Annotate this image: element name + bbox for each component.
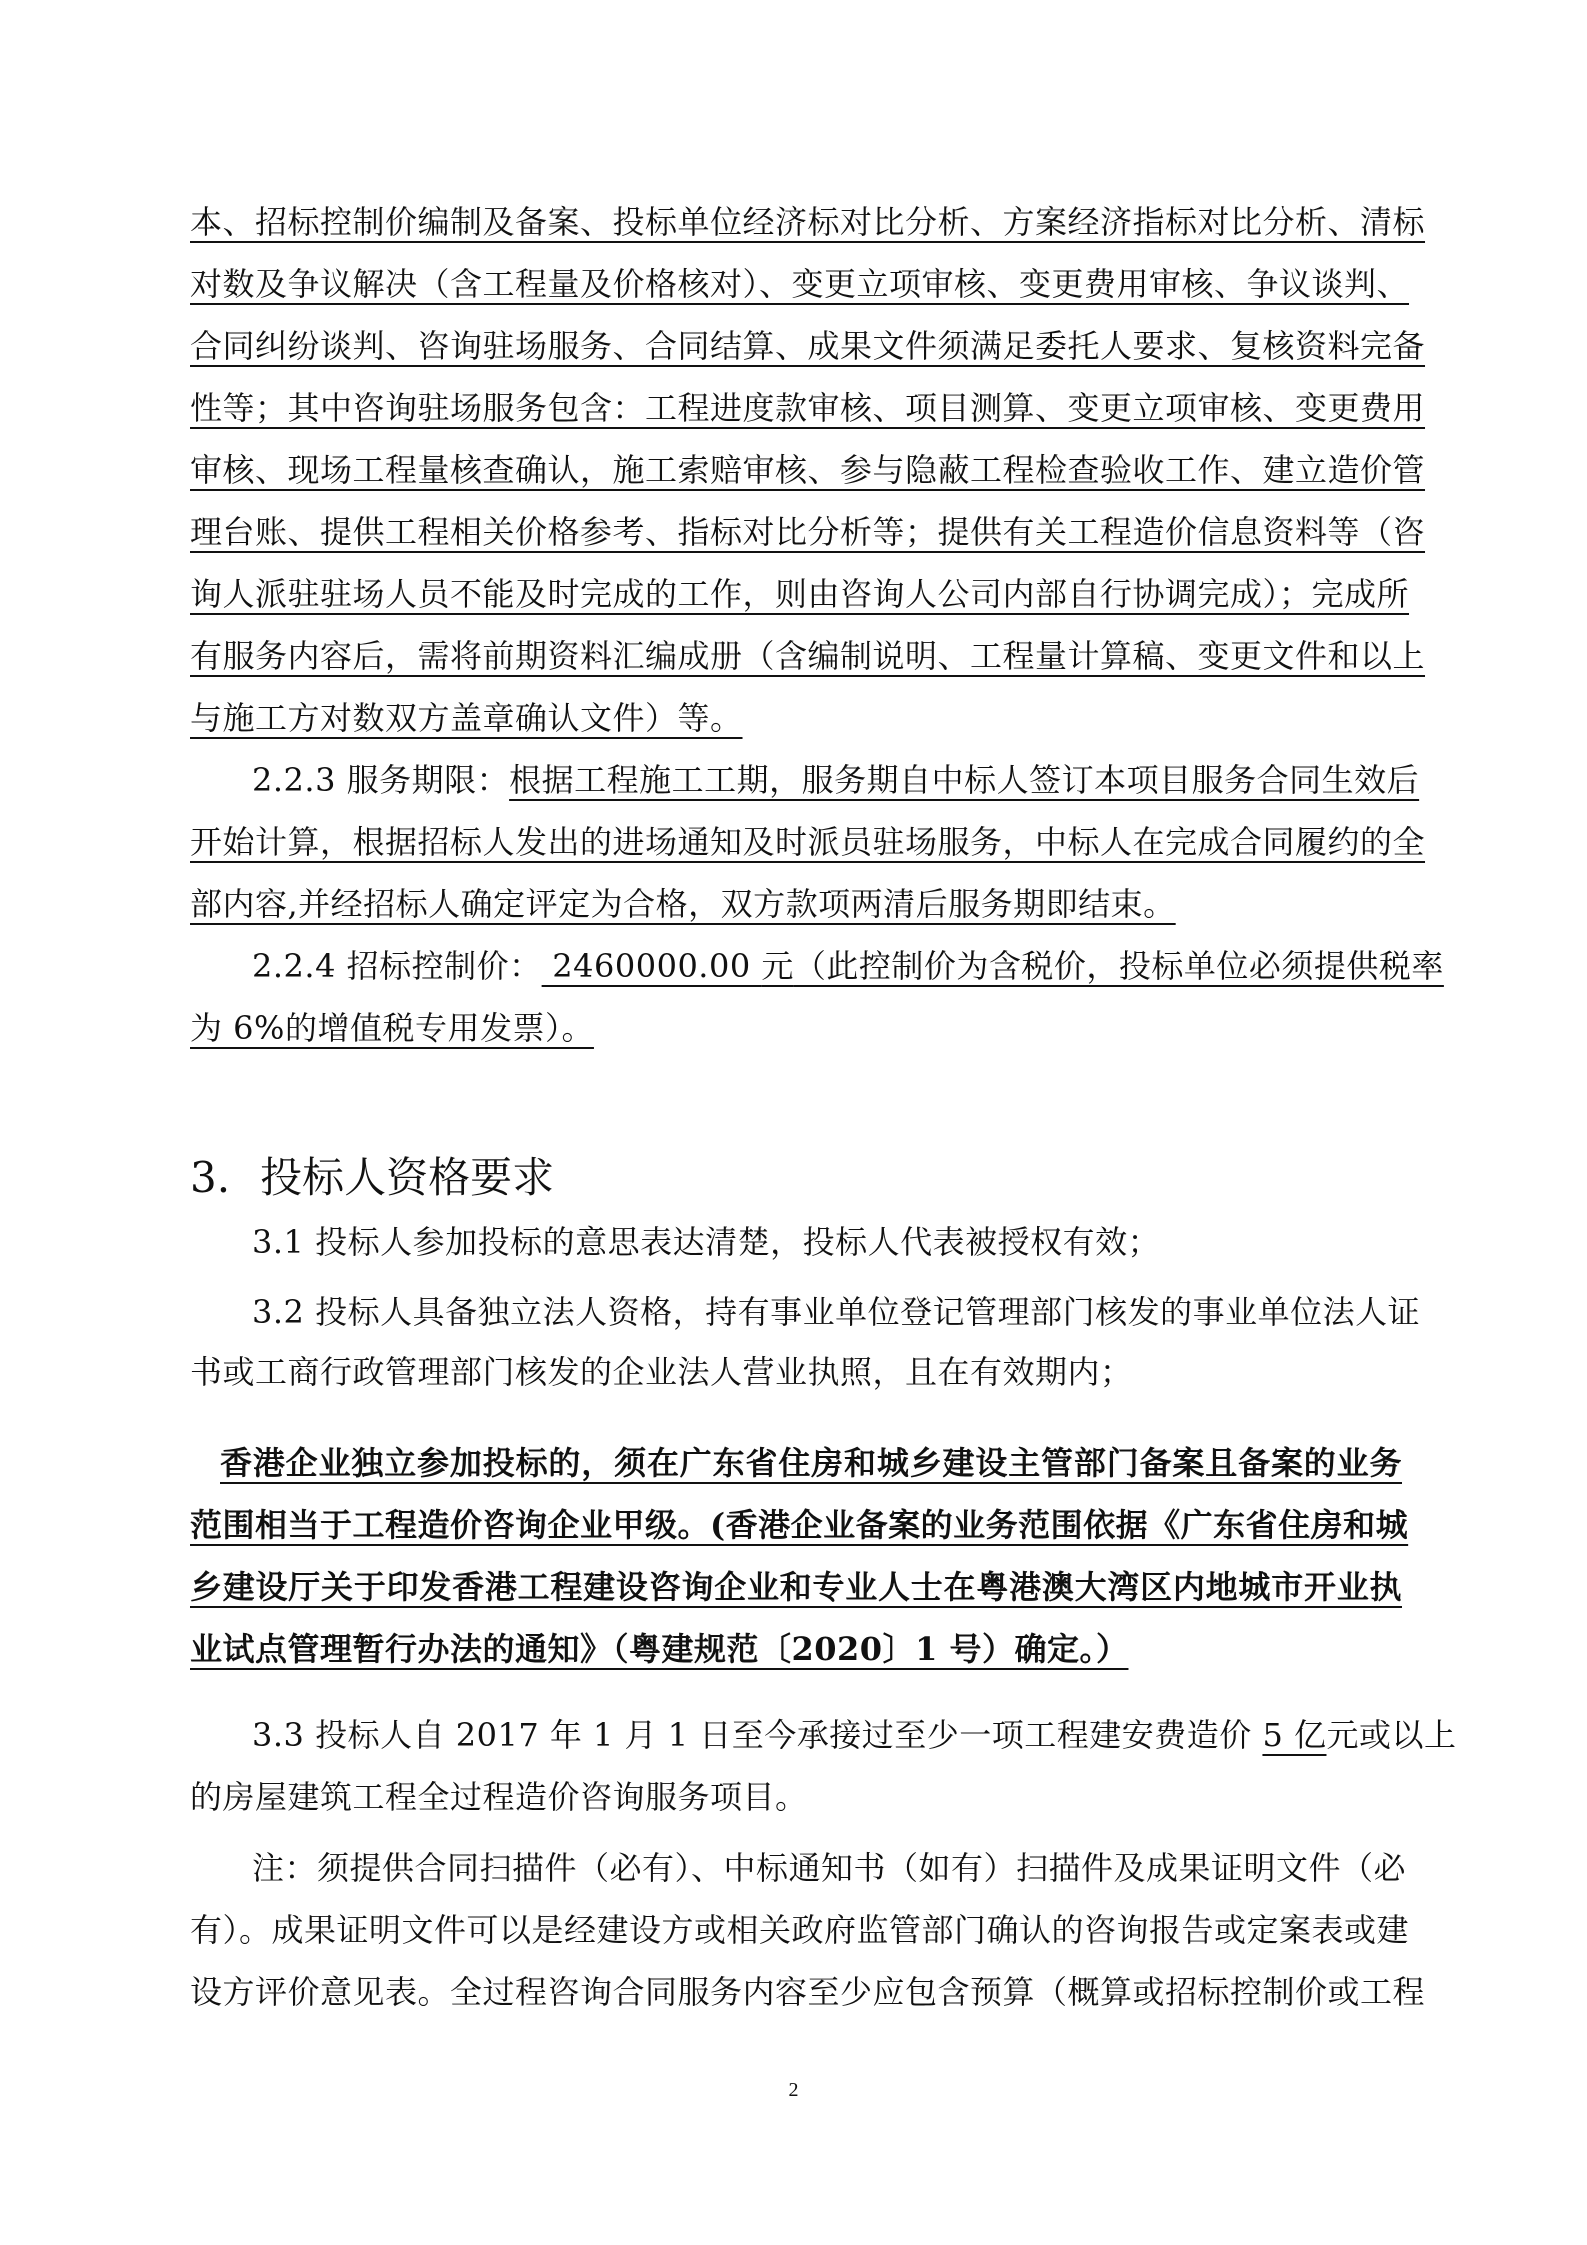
scope-line-2: 对数及争议解决（含工程量及价格核对）、变更立项审核、变更费用审核、争议谈判、 [190, 265, 1410, 303]
scope-line-7: 询人派驻驻场人员不能及时完成的工作，则由咨询人公司内部自行协调完成）；完成所 [190, 575, 1410, 613]
hk-line-2: 范围相当于工程造价咨询企业甲级。(香港企业备案的业务范围依据《广东省住房和城 [190, 1506, 1409, 1544]
control-price-note-1: （此控制价为含税价，投标单位必须提供税率 [793, 947, 1444, 985]
service-period-text-1: 根据工程施工工期，服务期自中标人签订本项目服务合同生效后 [509, 761, 1420, 799]
requirement-3-3-amount: 5 亿 [1262, 1716, 1327, 1754]
note-line-1: 注：须提供合同扫描件（必有）、中标通知书（如有）扫描件及成果证明文件（必 [252, 1849, 1407, 1887]
requirement-3-3-text: 3.3 投标人自 2017 年 1 月 1 日至今承接过至少一项工程建安费造价 [252, 1716, 1263, 1754]
service-period-label: 2.2.3 服务期限： [252, 761, 510, 799]
section-3-heading [190, 1150, 554, 1206]
control-price-line-1 [190, 946, 1444, 986]
control-price-amount: 2460000.00 [541, 947, 762, 985]
requirement-3-2-line-1: 3.2 投标人具备独立法人资格，持有事业单位登记管理部门核发的事业单位法人证 [252, 1293, 1421, 1331]
scope-line-4: 性等；其中咨询驻场服务包含：工程进度款审核、项目测算、变更立项审核、变更费用 [190, 389, 1426, 427]
hk-line-3: 乡建设厅关于印发香港工程建设咨询企业和专业人士在粤港澳大湾区内地城市开业执 [190, 1568, 1402, 1606]
note-line-3: 设方评价意见表。全过程咨询合同服务内容至少应包含预算（概算或招标控制价或工程 [190, 1973, 1426, 2011]
requirement-3-3-unit: 元或以上 [1326, 1716, 1457, 1754]
requirement-3-2-line-2: 书或工商行政管理部门核发的企业法人营业执照，且在有效期内； [190, 1353, 1133, 1391]
section-3-number: 3. [190, 1153, 231, 1202]
requirement-3-3-line-2: 的房屋建筑工程全过程造价咨询服务项目。 [190, 1778, 808, 1816]
hk-line-4: 业试点管理暂行办法的通知》（粤建规范〔2020〕1 号）确定。） [190, 1630, 1129, 1668]
requirement-3-3-line-1 [190, 1715, 1457, 1755]
hk-line-1: 香港企业独立参加投标的，须在广东省住房和城乡建设主管部门备案且备案的业务 [220, 1444, 1402, 1482]
service-period-line-1 [190, 760, 1420, 800]
section-3-title: 投标人资格要求 [260, 1153, 555, 1202]
page-number: 2 [788, 2079, 799, 2101]
scope-line-1: 本、招标控制价编制及备案、投标单位经济标对比分析、方案经济指标对比分析、清标 [190, 203, 1426, 241]
scope-line-5: 审核、现场工程量核查确认，施工索赔审核、参与隐蔽工程检查验收工作、建立造价管 [190, 451, 1426, 489]
control-price-unit: 元 [761, 947, 794, 985]
scope-line-8: 有服务内容后，需将前期资料汇编成册（含编制说明、工程量计算稿、变更文件和以上 [190, 637, 1426, 675]
note-line-2: 有）。成果证明文件可以是经建设方或相关政府监管部门确认的咨询报告或定案表或建 [190, 1911, 1410, 1949]
scope-line-3: 合同纠纷谈判、咨询驻场服务、合同结算、成果文件须满足委托人要求、复核资料完备 [190, 327, 1426, 365]
control-price-note-2: 为 6%的增值税专用发票）。 [190, 1009, 594, 1047]
service-period-line-3: 部内容,并经招标人确定评定为合格，双方款项两清后服务期即结束。 [190, 885, 1176, 923]
scope-line-6: 理台账、提供工程相关价格参考、指标对比分析等；提供有关工程造价信息资料等（咨 [190, 513, 1426, 551]
service-period-line-2: 开始计算，根据招标人发出的进场通知及时派员驻场服务，中标人在完成合同履约的全 [190, 823, 1426, 861]
control-price-label: 2.2.4 招标控制价： [252, 947, 542, 985]
scope-line-9: 与施工方对数双方盖章确认文件）等。 [190, 699, 743, 737]
requirement-3-1: 3.1 投标人参加投标的意思表达清楚，投标人代表被授权有效； [252, 1223, 1161, 1261]
